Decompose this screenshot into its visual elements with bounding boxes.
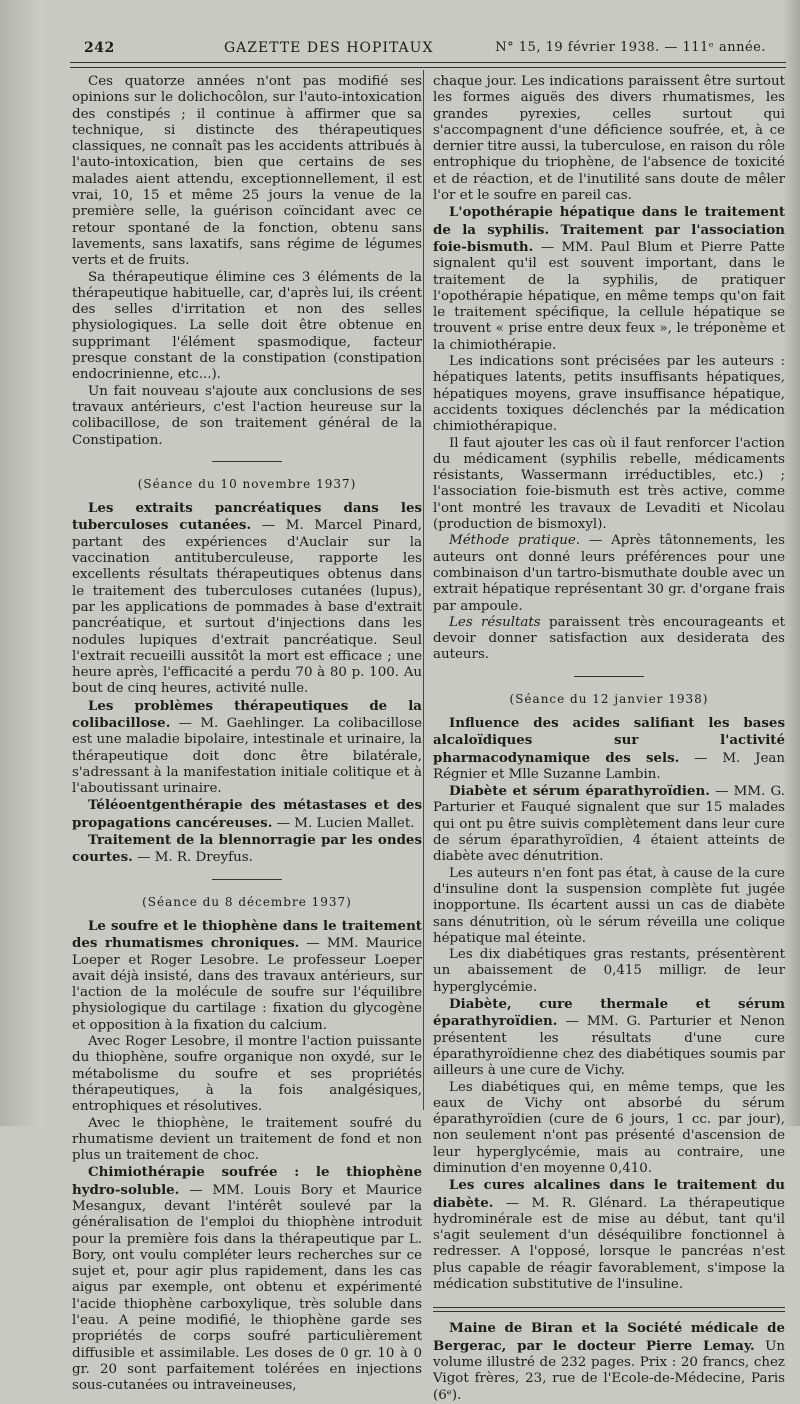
- paragraph-body: paraissent très encourageants et devoir donner satisfaction aux desiderata des auteurs.: [433, 614, 785, 663]
- paragraph-body: — Après tâtonnements, les auteurs ont donné leurs préférences pour une combinaison d'un tartro-bismuthate double avec un extrait hépatique représentant 30 gr. d'organe frais par ampoule.: [433, 533, 786, 614]
- column-divider: [423, 70, 424, 1110]
- article: [72, 918, 422, 1034]
- left-column: [72, 74, 422, 1395]
- article-title: Diabète, cure thermale et sérum éparathyroïdien.: [433, 996, 785, 1030]
- article-title: Le soufre et le thiophène dans le traitement des rhumatismes chroniques.: [72, 917, 422, 952]
- article-title: Diabète et sérum éparathyroïdien.: [449, 783, 710, 800]
- paragraph: Avec le thiophène, le traitement soufré du rhumatisme devient un traitement de fond et non plus un traitement de choc.: [72, 1115, 422, 1164]
- session-heading: (Séance du 8 décembre 1937): [142, 894, 352, 909]
- article-title: Les problèmes thérapeutiques de la colibacillose.: [72, 697, 422, 731]
- paragraph: Il faut ajouter les cas où il faut renforcer l'action du médicament (syphilis rebelle, médicaments résistants, Wassermann irréductibles, etc.) ; l'association foie-bismuth est très active, comme l'ont montré les travaux de Levaditi et Nicolau (production de bismoxyl).: [433, 435, 785, 533]
- article: [72, 500, 422, 698]
- article-body: — M. Gaehlinger. La colibacillose est une maladie bipolaire, intestinale et urinaire, la thérapeutique doit donc être bilatérale, s'adressant à la manifestation initiale colitique et à l'aboutissant urinaire.: [72, 715, 422, 797]
- article-title: Chimiothérapie soufrée : le thiophène hydro-soluble.: [72, 1164, 422, 1198]
- running-header: [84, 34, 766, 60]
- article-body: — MM. G. Parturier et Fauqué signalent que sur 15 malades qui ont pu être suivis complètement dans leur cure de sérum éparathyroïdien, 4 étaient atteints de diabète avec dénutrition.: [433, 784, 785, 865]
- section-separator: [433, 1307, 785, 1312]
- article-body: — MM. Paul Blum et Pierre Patte signalent qu'il est souvent important, dans le traitement de la syphilis, de pratiquer l'opothérapie hépatique, en même temps qu'on fait le traitement spécifique, la cellule hépatique se trouvent « prise entre deux feux », le tréponème et la chimiothérapie.: [433, 239, 785, 353]
- section-separator: [212, 461, 282, 462]
- article: [72, 832, 422, 867]
- journal-title: GAZETTE DES HOPITAUX: [224, 40, 434, 56]
- paragraph: Sa thérapeutique élimine ces 3 éléments de la thérapeutique habituelle, car, d'après lui, ils créent des selles d'irritation et non des selles physiologiques. La selle doit être obtenue en supprimant l'élément spasmodique, facteur presque constant de la constipation (constipation endocrinienne, etc...).: [72, 269, 422, 383]
- header-rule: [70, 62, 786, 68]
- section-separator: [574, 676, 644, 677]
- paragraph: Les diabétiques qui, en même temps, que les eaux de Vichy ont absorbé du sérum éparathyroïdien (cure de 6 jours, 1 cc. par jour), non seulement n'ont pas présenté d'ascension de leur hyperglycémie, mais au contraire, une diminution d'en moyenne 0,410.: [433, 1079, 785, 1176]
- article-body: — M. Marcel Pinard, partant des expériences d'Auclair sur la vaccination antituberculeuse, rapporte les excellents résultats thérapeutiques obtenus dans le traitement des tuberculoses cutanées (lupus), par les applications de pommades à base d'extrait pancréatique, et surtout d'injections dans les nodules lupiques d'extrait pancréatique. Seul l'extrait recueilli aussitôt la mort est efficace ; une heure après, l'efficacité a perdu 70 à 80 p. 100. Au bout de cinq heures, activité nulle.: [72, 518, 422, 697]
- page-right-edge: [784, 0, 800, 1126]
- paragraph: [433, 615, 785, 664]
- article: [433, 715, 785, 783]
- session-heading: (Séance du 12 janvier 1938): [509, 691, 709, 706]
- article-title: Téléoentgenthérapie des métastases et des propagations cancéreuses.: [72, 797, 422, 831]
- book-details: Un volume illustré de 232 pages. Prix : 20 francs, chez Vigot frères, 23, rue de l'Ecole-de-Médecine, Paris (6ᵉ).: [433, 1338, 786, 1403]
- article-body: — MM. Louis Bory et Maurice Mesangux, devant l'intérêt soulevé par la généralisation de l'emploi du thiophène introduit pour la première fois dans la thérapeutique par L. Bory, ont voulu compléter leurs recherches sur ce sujet et, pour agir plus rapidement, dans les cas aigus par exemple, ont obtenu et expérimenté l'acide thiophène carboxylique, très soluble dans l'eau. A peine modifié, le thiophène garde ses propriétés de corps soufré particulièrement diffusible et assimilable. Les doses de 0 gr. 10 à 0 gr. 20 sont parfaitement tolérées en injections sous-cutanées ou intraveineuses,: [72, 1182, 422, 1394]
- article: [72, 1164, 422, 1394]
- right-column: [433, 74, 785, 1404]
- inline-heading: Les résultats: [449, 614, 541, 630]
- paragraph: Les auteurs n'en font pas état, à cause de la cure d'insuline dont la suspension complète fut jugée inopportune. Ils écartent aussi un cas de diabète sans dénutrition, où le sérum réveilla une colique hépatique mal éteinte.: [433, 865, 785, 946]
- article: [433, 783, 785, 865]
- issue-date: N° 15, 19 février 1938. — 111ᵉ année.: [495, 40, 766, 55]
- paragraph: Les dix diabétiques gras restants, présentèrent un abaissement de 0,415 milligr. de leur hyperglycémie.: [433, 947, 785, 995]
- article: [433, 204, 785, 354]
- article-title: Les extraits pancréatiques dans les tuberculoses cutanées.: [72, 500, 422, 534]
- article-title: Traitement de la blennorragie par les ondes courtes.: [72, 832, 422, 866]
- article-body: — M. Jean Régnier et Mlle Suzanne Lambin.: [433, 750, 785, 782]
- paragraph: Avec Roger Lesobre, il montre l'action puissante du thiophène, soufre organique non oxydé, sur le métabolisme du soufre et ses propriétés thérapeutiques, à la fois analgésiques, entrophiques et résolutives.: [72, 1034, 422, 1115]
- article-body: — M. R. Dreyfus.: [137, 850, 253, 866]
- article: [433, 996, 785, 1079]
- paragraph: chaque jour. Les indications paraissent être surtout les formes aiguës des divers rhumatismes, les grandes pyrexies, celles surtout qui s'accompagnent d'une déficience soufrée, et, à ce dernier titre aussi, la tuberculose, en raison du rôle entrophique du triophène, de l'absence de toxicité et de réaction, et de l'inutilité sans doute de mêler l'or et le soufre en pareil cas.: [433, 74, 785, 204]
- article-title: Influence des acides salifiant les bases alcaloïdiques sur l'activité pharmacodynamique des sels.: [433, 714, 785, 766]
- section-separator: [212, 879, 282, 880]
- book-title: Maine de Biran et la Société médicale de Bergerac, par le docteur Pierre Lemay.: [433, 1320, 785, 1354]
- page-number: 242: [84, 40, 115, 56]
- paragraph: Les indications sont précisées par les auteurs : hépatiques latents, petits insuffisants hépatiques, hépatiques moyens, grave insuffisance hépatique, accidents toxiques déclenchés par la médication chimiothérapique.: [433, 354, 785, 435]
- article-title: L'opothérapie hépatique dans le traitement de la syphilis. Traitement par l'association foie-bismuth.: [433, 204, 785, 255]
- page-left-edge: [0, 0, 44, 1126]
- article-body: — MM. Maurice Loeper et Roger Lesobre. Le professeur Loeper avait déjà insisté, dans des travaux antérieurs, sur l'action de la molécule de soufre sur l'équilibre physiologique du cartilage : fixation du glycogène et opposition à la fixation du calcium.: [72, 936, 423, 1033]
- article-body: — MM. G. Parturier et Nenon présentent les résultats d'une cure éparathyroïdienne chez des diabétiques soumis par ailleurs à une cure de Vichy.: [433, 1014, 785, 1079]
- book-notice: [433, 1320, 785, 1403]
- article: [433, 1177, 785, 1293]
- session-heading: (Séance du 10 novembre 1937): [137, 476, 357, 491]
- paragraph: Ces quatorze années n'ont pas modifié ses opinions sur le dolichocôlon, sur l'auto-intoxication des constipés ; il continue à affirmer que sa technique, si distincte des thérapeutiques classiques, ne connaît pas les accidents attribués à l'auto-intoxication, bien que certains de ses malades aient attendu, exceptionnellement, il est vrai, 10, 15 et même 25 jours la venue de la première selle, la guérison coïncidant avec ce retour spontané de la fonction, obtenu sans lavements, sans laxatifs, sans régime de légumes verts et de fruits.: [72, 74, 422, 269]
- paragraph: [433, 533, 785, 614]
- paragraph: Un fait nouveau s'ajoute aux conclusions de ses travaux antérieurs, c'est l'action heureuse sur la colibacillose, de son traitement général de la Constipation.: [72, 383, 422, 448]
- article: [72, 698, 422, 798]
- article-title: Les cures alcalines dans le traitement du diabète.: [433, 1177, 785, 1211]
- article-body: — M. R. Glénard. La thérapeutique hydrominérale est de mise au début, tant qu'il s'agit seulement d'un déséquilibre fonctionnel à redresser. A l'opposé, lorsque le pancréas n'est plus capable de réagir favorablement, s'impose la médication substitutive de l'insuline.: [433, 1195, 785, 1293]
- article: [72, 797, 422, 832]
- inline-heading: Méthode pratique.: [449, 533, 581, 549]
- article-body: — M. Lucien Mallet.: [276, 815, 415, 831]
